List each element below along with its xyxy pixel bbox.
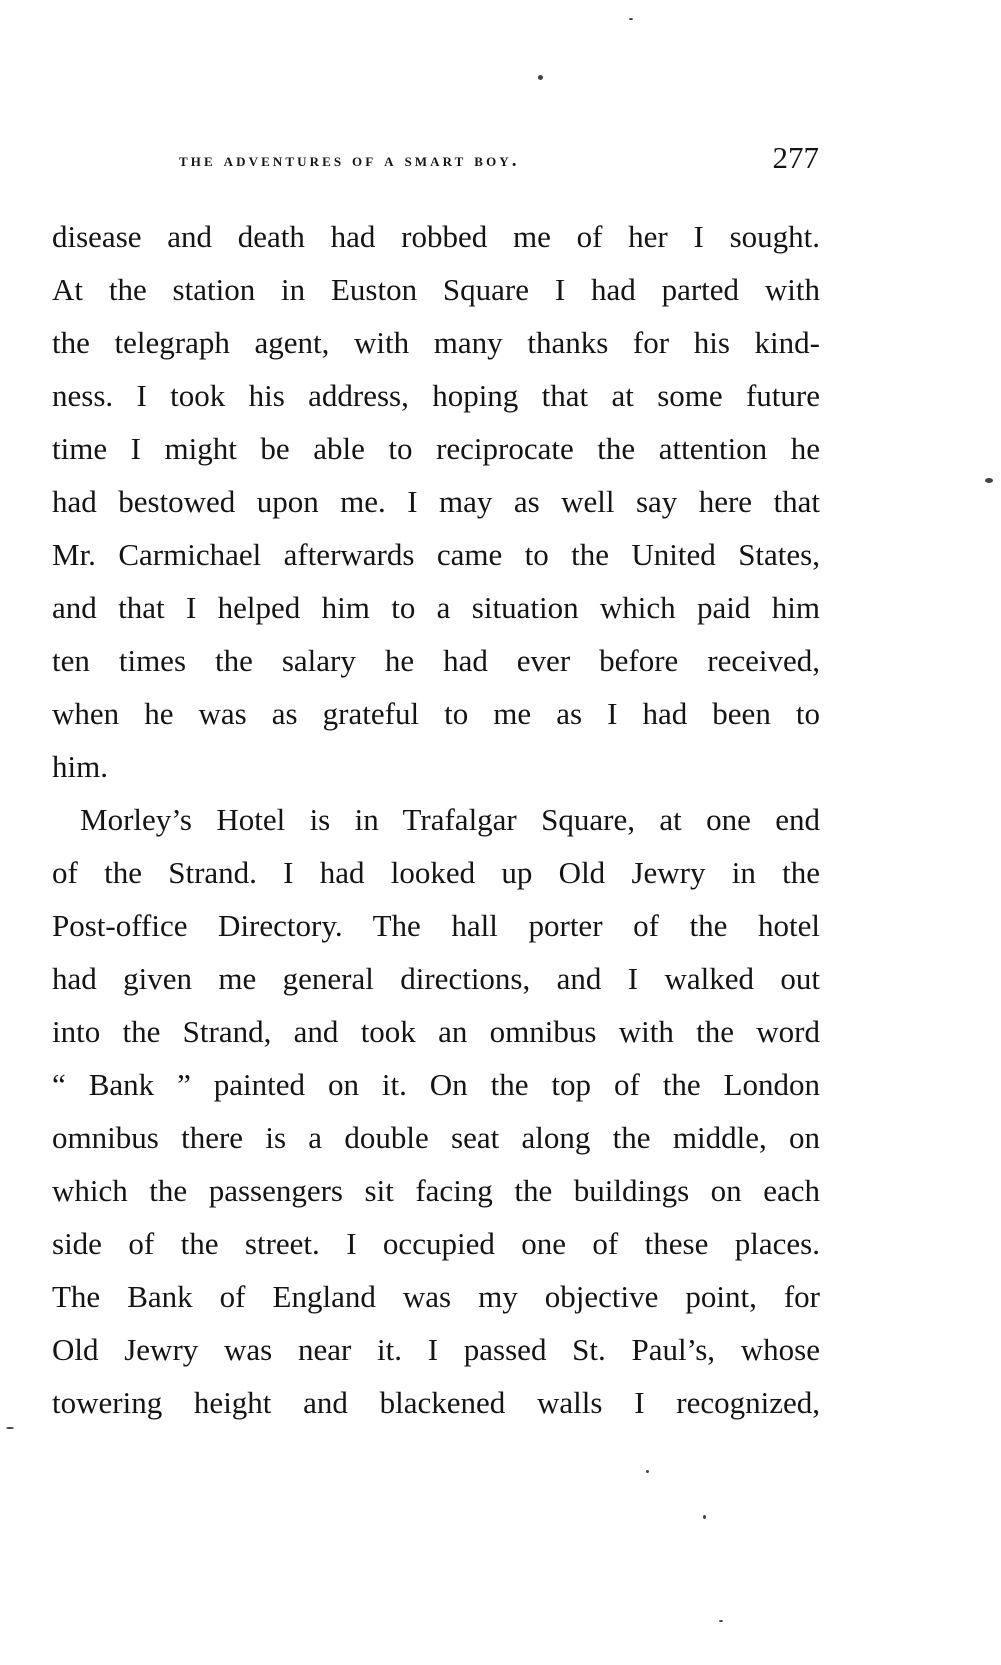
text-line: into the Strand, and took an omnibus with the word xyxy=(52,1014,820,1049)
scan-speck xyxy=(629,18,633,20)
text-line: At the station in Euston Square I had parted with xyxy=(52,272,820,307)
text-line: Morley’s Hotel is in Trafalgar Square, at one end xyxy=(80,802,820,837)
text-line: the telegraph agent, with many thanks for his kind- xyxy=(52,325,820,360)
text-line: “ Bank ” painted on it. On the top of the London xyxy=(52,1067,820,1102)
scan-speck xyxy=(719,1620,723,1622)
text-line: which the passengers sit facing the buildings on each xyxy=(52,1173,820,1208)
scan-speck xyxy=(538,75,543,80)
scan-speck xyxy=(6,1427,14,1429)
text-line: ten times the salary he had ever before received, xyxy=(52,643,820,678)
scan-speck xyxy=(985,478,993,483)
text-line: time I might be able to reciprocate the attention he xyxy=(52,431,820,466)
text-line: The Bank of England was my objective point, for xyxy=(52,1279,820,1314)
text-line: and that I helped him to a situation which paid him xyxy=(52,590,820,625)
text-line: had given me general directions, and I walked out xyxy=(52,961,820,996)
scan-speck xyxy=(646,1470,649,1473)
text-line: ness. I took his address, hoping that at some future xyxy=(52,378,820,413)
text-line: omnibus there is a double seat along the middle, on xyxy=(52,1120,820,1155)
text-line: side of the street. I occupied one of these places. xyxy=(52,1226,820,1261)
body-text xyxy=(52,210,820,1429)
text-line: towering height and blackened walls I recognized, xyxy=(52,1385,820,1420)
text-line: had bestowed upon me. I may as well say here that xyxy=(52,484,820,519)
text-line: when he was as grateful to me as I had been to xyxy=(52,696,820,731)
text-line: disease and death had robbed me of her I sought. xyxy=(52,219,820,254)
page-number: 277 xyxy=(772,140,819,175)
text-line: Mr. Carmichael afterwards came to the United States, xyxy=(52,537,820,572)
paragraph xyxy=(52,210,820,793)
text-line: of the Strand. I had looked up Old Jewry in the xyxy=(52,855,820,890)
text-line: Old Jewry was near it. I passed St. Paul’s, whose xyxy=(52,1332,820,1367)
text-line: Post-office Directory. The hall porter of the hotel xyxy=(52,908,820,943)
paragraph xyxy=(52,793,820,1429)
running-title: the adventures of a smart boy. xyxy=(179,150,520,171)
scan-speck xyxy=(703,1515,706,1519)
running-head xyxy=(179,140,819,180)
text-line: him. xyxy=(52,749,108,784)
